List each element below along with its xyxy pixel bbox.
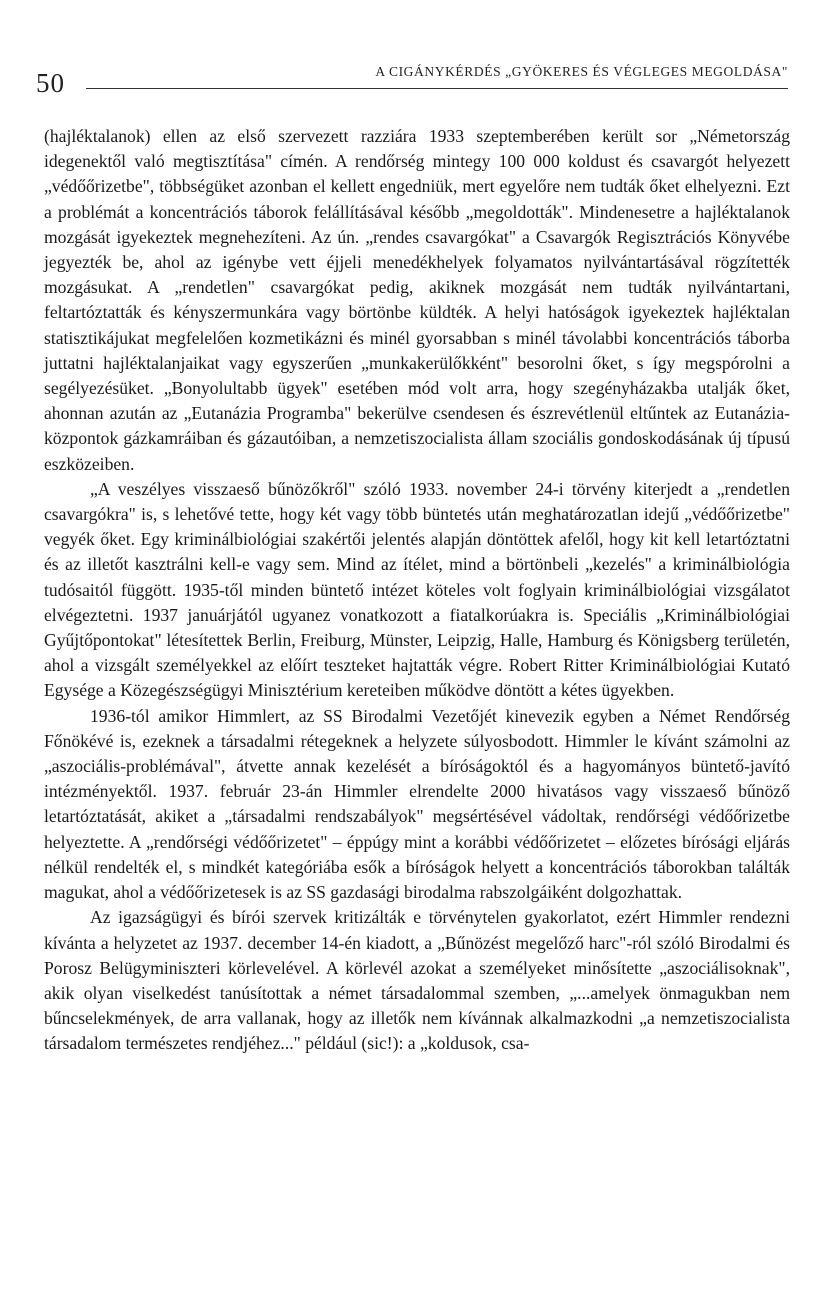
paragraph: Az igazságügyi és bírói szervek kritizálták e törvénytelen gyakorlatot, ezért Himmler rendezni kívánta a helyzetet az 1937. december 14-én kiadott, a „Bűnözést megelőző harc"-ról szóló Birodalmi és Porosz Belügyminiszteri körlevelével. A körlevél azokat a személyeket minősítette „aszociálisoknak", akik olyan viselkedést tanúsítottak a német társadalommal szemben, „...amelyek önmagukban nem bűncselekmények, de arra vallanak, hogy az illetők nem kívánnak alkalmazkodni „a nemzetiszocialista társadalom természetes rendjéhez..." például (sic!): a „koldusok, csa- bbox=[44, 907, 790, 1054]
body-text bbox=[44, 124, 790, 1057]
page-number: 50 bbox=[36, 68, 65, 98]
paragraph: „A veszélyes visszaeső bűnözőkről" szóló 1933. november 24-i törvény kiterjedt a „rendetlen csavargókra" is, s lehetővé tette, hogy két vagy több büntetés után meghatározatlan idejű „védőőrizetbe" vegyék őket. Egy kriminálbiológiai szakértői jelentés alapján döntöttek afelől, hogy kit kell letartóztatni és az illetőt kasztrálni kell-e vagy sem. Mind az ítélet, mind a börtönbeli „kezelés" a kriminálbiológia tudósaitól függött. 1935-től minden büntető intézet köteles volt foglyain kriminálbiológiai vizsgálatot elvégeztetni. 1937 januárjától ugyanez vonatkozott a fiatalkorúakra is. Speciális „Kriminálbiológiai Gyűjtőpontokat" létesítettek Berlin, Freiburg, Münster, Leipzig, Halle, Hamburg és Königsberg területén, ahol a vizsgált személyekkel az előírt teszteket hajtatták végre. Robert Ritter Kriminálbiológiai Kutató Egysége a Közegészségügyi Minisztérium kereteiben működve döntött a kétes ügyekben. bbox=[44, 478, 790, 701]
header-rule bbox=[86, 88, 788, 89]
page-header bbox=[36, 62, 788, 102]
paragraph: 1936-tól amikor Himmlert, az SS Birodalmi Vezetőjét kinevezik egyben a Német Rendőrség Főnökévé is, ezeknek a társadalmi rétegeknek a helyzete súlyosbodott. Himmler le kívánt számolni az „aszociális-problémával", átvette annak kezelését a bíróságoktól és a hagyományos büntető-javító intézményektől. 1937. február 23-án Himmler elrendelte 2000 hivatásos vagy visszaeső bűnöző letartóztatását, akiket a „társadalmi rendszabályok" megsértésével vádoltak, rendőrségi védőőrizetbe helyeztette. A „rendőrségi védőőrizetet" – éppúgy mint a korábbi védőőrizetet – előzetes bírósági eljárás nélkül rendelték el, s mindkét kategóriába esők a bíróságok helyett a koncentrációs táborokban találták magukat, ahol a védőőrizetesek is az SS gazdasági birodalma rabszolgáiként dolgozhattak. bbox=[44, 705, 790, 903]
paragraph: (hajléktalanok) ellen az első szervezett razziára 1933 szeptemberében került sor „Németország idegenektől való megtisztítása" címén. A rendőrség mintegy 100 000 koldust és csavargót helyezett „védőőrizetbe", többségüket azonban el kellett engedniük, mert egyelőre nem tudták őket elhelyezni. Ezt a problémát a koncentrációs táborok felállításával később „megoldották". Mindenesetre a hajléktalanok mozgását igyekeztek megnehezíteni. Az ún. „rendes csavargókat" a Csavargók Regisztrációs Könyvébe jegyezték be, ahol az igénybe vett éjjeli menedékhelyek folyamatos nyilvántartásával rögzítették mozgásukat. A „rendetlen" csavargókat pedig, akiknek mozgását nem tudták nyilvántartani, feltartóztatták és kényszermunkára vagy börtönbe küldték. A helyi hatóságok igyekeztek hajléktalan statisztikájukat megfelelően kozmetikázni és minél gyorsabban s minél távolabbi koncentrációs táborba juttatni hajléktalanjaikat vagy egyszerűen „munkakerülőkként" besorolni őket, s így megspórolni a segélyezésüket. „Bonyolultabb ügyek" esetében mód volt arra, hogy szegényházakba utalják őket, ahonnan azután az „Eutanázia Programba" bekerülve csendesen és észrevétlenül eltűntek az Eutanázia-központok gázkamráiban és gázautóiban, a nemzetiszocialista állam szociális gondoskodásának új típusú eszközeiben. bbox=[44, 126, 790, 474]
running-title: A CIGÁNYKÉRDÉS „GYÖKERES ÉS VÉGLEGES MEGOLDÁSA" bbox=[375, 64, 788, 79]
